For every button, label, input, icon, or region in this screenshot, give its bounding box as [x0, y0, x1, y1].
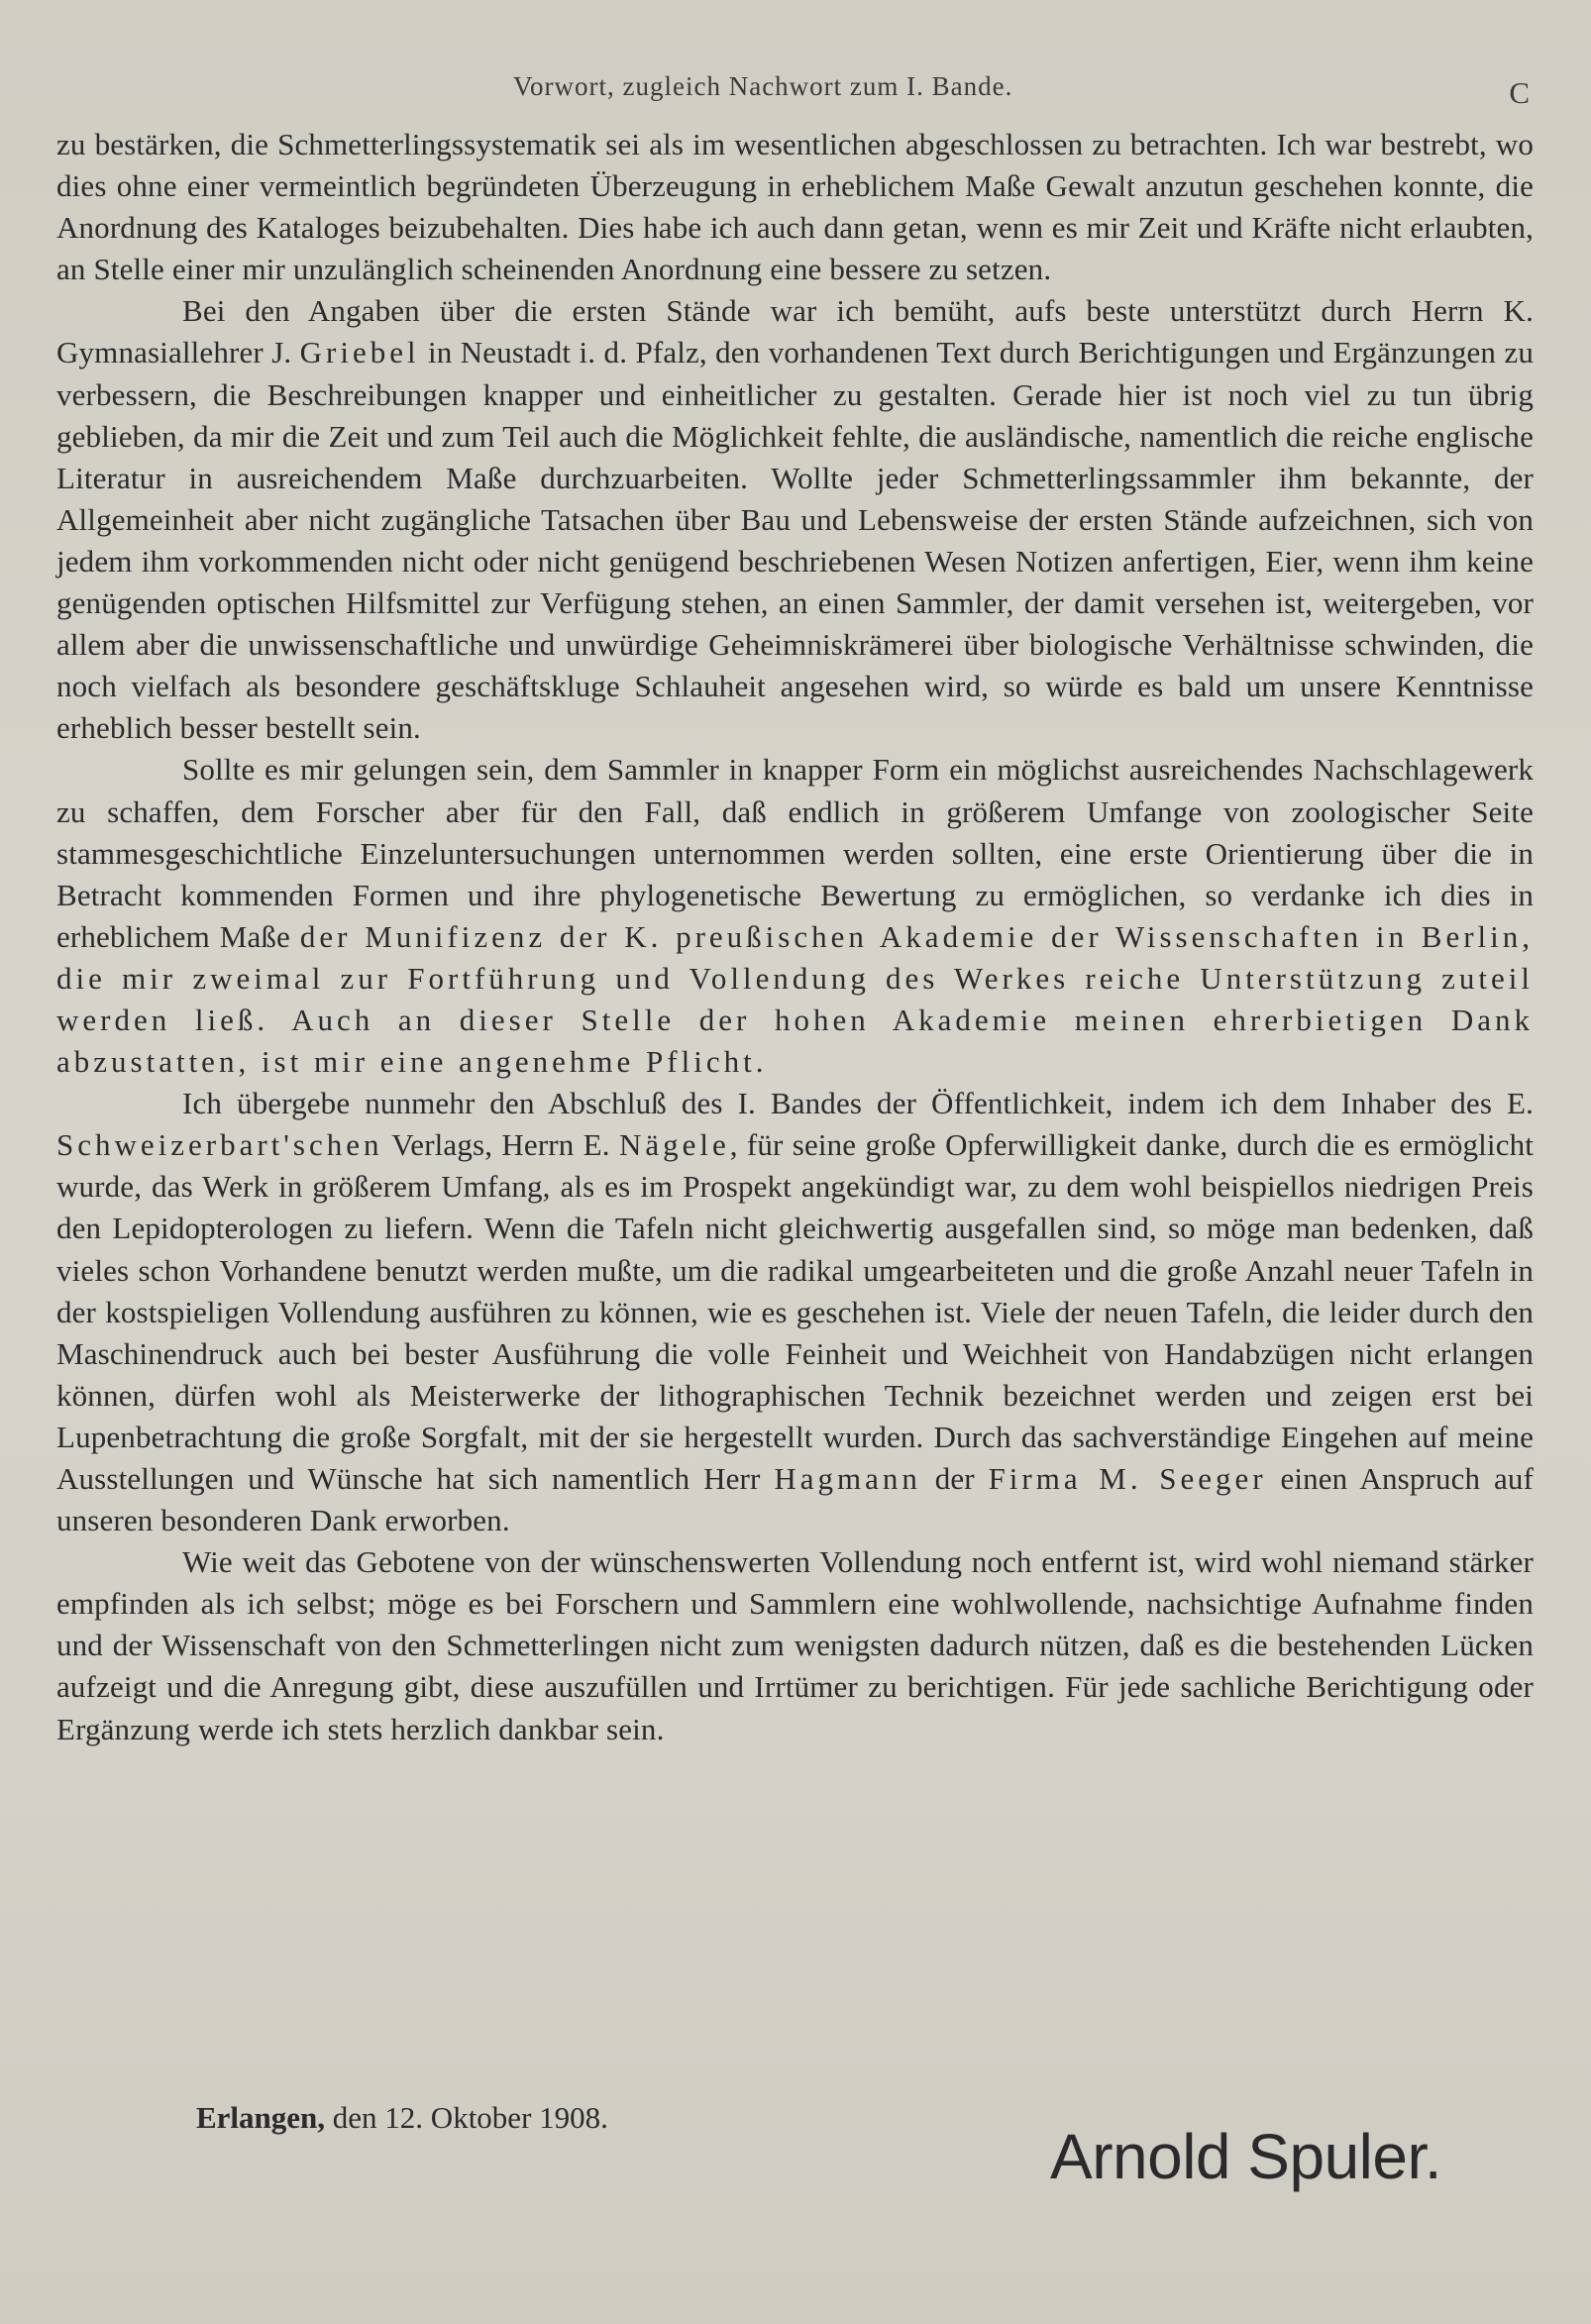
paragraph-3: [56, 749, 1534, 1083]
author-signature: Arnold Spuler.: [1050, 2121, 1442, 2192]
running-title: Vorwort, zugleich Nachwort zum I. Bande.: [513, 71, 1013, 101]
paragraph-4-text-a: Ich übergebe nunmehr den Abschluß des I. Bandes der Öffentlichkeit, indem ich dem Inhaber des E.: [182, 1086, 1534, 1121]
paragraph-4-text-d: der: [934, 1461, 975, 1496]
body-text: [56, 124, 1534, 1750]
paragraph-1: zu bestärken, die Schmetterlingssystematik sei als im wesentlichen abgeschlossen zu betrachten. Ich war bestrebt, wo dies ohne einer vermeintlich begründeten Überzeugung in erheblichem Maße Gewalt anzutun geschehen konnte, die Anordnung des Kataloges beizubehalten. Dies habe ich auch dann getan, wenn es mir Zeit und Kräfte nicht erlaubten, an Stelle einer mir unzulänglich scheinenden Anordnung eine bessere zu setzen.: [56, 127, 1534, 287]
paragraph-3-text-a: Sollte es mir gelungen sein, dem Sammler in knapper Form ein möglichst ausreichendes Nachschlagewerk zu schaffen, dem Forscher aber für den Fall, daß endlich in größerem Umfange von zoologischer Seite stammesgeschichtliche Einzeluntersuchungen unternommen werden sollten, eine erste Orientierung über die in Betracht kommenden Formen und ihre phylogenetische Bewertung zu ermöglichen, so verdanke ich dies in erheblichem Maße: [56, 752, 1534, 954]
closing-line: [196, 2100, 608, 2136]
paragraph-4-text-b: Verlags, Herrn E.: [391, 1127, 610, 1163]
paragraph-4-text-c: , für seine große Opferwilligkeit danke, durch die es ermöglicht wurde, das Werk in größerem Umfang, als es im Prospekt angekündigt war, zu dem wohl beispiellos niedrigen Preis den Lepidopterologen zu liefern. Wenn die Tafeln nicht gleichwertig ausgefallen sind, so möge man bedenken, daß vieles schon Vorhandene benutzt werden mußte, um die radikal umgearbeiteten und die große Anzahl neuer Tafeln in der kostspieligen Vollendung ausführen zu können, wie es geschehen ist. Viele der neuen Tafeln, die leider durch den Maschinendruck auch bei bester Ausführung die volle Feinheit und Weichheit von Handabzügen nicht erlangen können, dürfen wohl als Meisterwerke der lithographischen Technik bezeichnet werden und zeigen erst bei Lupenbetrachtung die große Sorgfalt, mit der sie hergestellt wurden. Durch das sachverständige Eingehen auf meine Ausstellungen und Wünsche hat sich namentlich Herr: [56, 1127, 1535, 1496]
paragraph-5: Wie weit das Gebotene von der wünschenswerten Vollendung noch entfernt ist, wird wohl niemand stärker empfinden als ich selbst; möge es bei Forschern und Sammlern eine wohlwollende, nachsichtige Aufnahme finden und der Wissenschaft von den Schmetterlingen nicht zum wenigsten dadurch nützen, daß es die bestehenden Lücken aufzeigt und die Anregung gibt, diese auszufüllen und Irrtümer zu berichtigen. Für jede sachliche Berichtigung oder Ergänzung werde ich stets herzlich dankbar sein.: [56, 1544, 1534, 1746]
publisher-name: Schweizerbart'schen: [56, 1127, 383, 1163]
closing-place: Erlangen,: [196, 2100, 326, 2135]
paragraph-3-spaced-text: der Munifizenz der K. preußischen Akademie der Wissenschaften in Berlin, die mir zweimal zur Fortführung und Vollendung des Werkes reiche Unterstützung zuteil werden ließ. Auch an dieser Stelle der hohen Akademie meinen ehrerbietigen Dank abzustatten, ist mir eine angenehme Pflicht.: [56, 918, 1535, 1080]
page-number: C: [1509, 75, 1530, 110]
person-name-griebel: Griebel: [299, 335, 420, 370]
paragraph-2-text-a: Bei den Angaben über die ersten Stände war ich bemüht, aufs beste unterstützt durch Herrn K. Gymnasiallehrer J.: [56, 293, 1534, 370]
person-name-hagmann: Hagmann: [774, 1461, 921, 1496]
paragraph-2-text-b: in Neustadt i. d. Pfalz, den vorhandenen Text durch Berichtigungen und Ergänzungen zu verbessern, die Beschreibungen knapper und einheitlicher zu gestalten. Gerade hier ist noch viel zu tun übrig geblieben, da mir die Zeit und zum Teil auch die Möglichkeit fehlte, die ausländische, namentlich die reiche englische Literatur in ausreichendem Maße durchzuarbeiten. Wollte jeder Schmetterlingssammler ihm bekannte, der Allgemeinheit aber nicht zugängliche Tatsachen über Bau und Lebensweise der ersten Stände aufzeichnen, sich von jedem ihm vorkommenden nicht oder nicht genügend beschriebenen Wesen Notizen anfertigen, Eier, wenn ihm keine genügenden optischen Hilfsmittel zur Verfügung stehen, an einen Sammler, der damit versehen ist, weitergeben, vor allem aber die unwissenschaftliche und unwürdige Geheimniskrämerei über biologische Verhältnisse schwinden, die noch vielfach als besondere geschäftskluge Schlauheit angesehen wird, so würde es bald um unsere Kenntnisse erheblich besser bestellt sein.: [56, 335, 1534, 746]
paragraph-4-text-e: einen Anspruch auf unseren besonderen Dank erworben.: [56, 1461, 1535, 1538]
paragraph-2: [56, 290, 1534, 749]
closing-date: den 12. Oktober 1908.: [332, 2100, 608, 2135]
running-header: [0, 71, 1591, 111]
paragraph-4: [56, 1083, 1534, 1541]
firm-name: Firma M. Seeger: [988, 1461, 1267, 1496]
person-name-naegele: Nägele: [618, 1127, 730, 1163]
